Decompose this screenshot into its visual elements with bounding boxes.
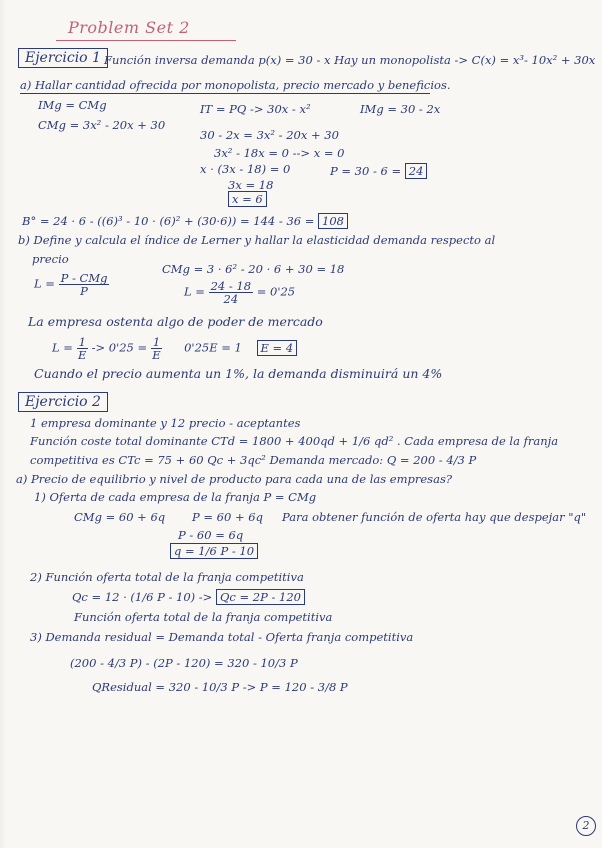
ej2-a1-q: q = 1/6 P - 10 bbox=[170, 544, 258, 558]
ej2-l1: 1 empresa dominante y 12 precio - aceptantes bbox=[30, 416, 301, 430]
lerner-formula: L = $\frac{\text{P - CMg}}{P}$ bbox=[34, 271, 108, 298]
ej2-a1-eq: P - 60 = 6q bbox=[178, 528, 244, 542]
line-img: IMg = 30 - 2x bbox=[360, 102, 441, 116]
ej1-part-a: a) Hallar cantidad ofrecida por monopolista, precio mercado y beneficios. bbox=[20, 78, 451, 92]
line-cmg: CMg = 3x² - 20x + 30 bbox=[38, 118, 166, 132]
title-underline bbox=[56, 40, 236, 41]
ej2-l2: Función coste total dominante CTd = 1800 + 400qd + 1/6 qd² . Cada empresa de la franja bbox=[30, 434, 559, 448]
page-number: 2 bbox=[576, 816, 596, 836]
page-title: Problem Set 2 bbox=[68, 18, 190, 37]
ej2-a1: 1) Oferta de cada empresa de la franja P = CMg bbox=[34, 490, 317, 504]
ej2-l3: competitiva es CTc = 75 + 60 Qc + 3qc² Demanda mercado: Q = 200 - 4/3 P bbox=[30, 453, 477, 467]
ej2-a2-note: Función oferta total de la franja competitiva bbox=[74, 610, 333, 624]
ej2-a1-p: P = 60 + 6q bbox=[192, 510, 263, 524]
ej2-a3: 3) Demanda residual = Demanda total - Oferta franja competitiva bbox=[30, 630, 414, 644]
line-eq1: 30 - 2x = 3x² - 20x + 30 bbox=[200, 128, 339, 142]
line-eq3: x · (3x - 18) = 0 bbox=[200, 162, 291, 176]
line-eq2: 3x² - 18x = 0 --> x = 0 bbox=[214, 146, 345, 160]
ej2-a3-res: QResidual = 320 - 10/3 P -> P = 120 - 3/8 P bbox=[92, 680, 348, 694]
lerner-elasticity: L = $\frac{1}{E}$ -> 0'25 = $\frac{1}{E}$ 0'25E = 1 E = 4 bbox=[52, 336, 297, 361]
ejercicio-2-heading: Ejercicio 2 bbox=[18, 392, 108, 412]
elasticity-note: Cuando el precio aumenta un 1%, la demanda disminuirá un 4% bbox=[34, 366, 443, 381]
line-eq4: 3x = 18 bbox=[228, 178, 274, 192]
ej1-statement: Función inversa demanda p(x) = 30 - x Hay un monopolista -> C(x) = x³- 10x² + 30x bbox=[104, 53, 596, 67]
line-img-cmg: IMg = CMg bbox=[38, 98, 107, 112]
ejercicio-1-heading: Ejercicio 1 bbox=[18, 48, 108, 68]
line-pi: IT = PQ -> 30x - x² bbox=[200, 102, 311, 116]
cmg-value: CMg = 3 · 6² - 20 · 6 + 30 = 18 bbox=[162, 262, 345, 276]
ej2-a1-cmg: CMg = 60 + 6q bbox=[74, 510, 166, 524]
ej1-part-b-cont: precio bbox=[32, 252, 69, 266]
lerner-value: L = $\frac{24 - 18}{24}$ = 0'25 bbox=[184, 279, 296, 306]
market-power-note: La empresa ostenta algo de poder de mercado bbox=[28, 314, 323, 329]
ej1-part-b: b) Define y calcula el índice de Lerner y hallar la elasticidad demanda respecto al bbox=[18, 233, 496, 247]
line-price: P = 30 - 6 = 24 bbox=[330, 164, 427, 178]
line-profit: B° = 24 · 6 - ((6)³ - 10 · (6)² + (30·6)) = 144 - 36 = 108 bbox=[22, 214, 348, 228]
ej2-a1-note: Para obtener función de oferta hay que despejar "q" bbox=[282, 510, 587, 524]
part-a-underline bbox=[20, 93, 430, 94]
ej2-a2-eq: Qc = 12 · (1/6 P - 10) -> Qc = 2P - 120 bbox=[72, 590, 305, 604]
line-eq5: x = 6 bbox=[228, 192, 267, 206]
ej2-part-a: a) Precio de equilibrio y nivel de producto para cada una de las empresas? bbox=[16, 472, 453, 486]
ej2-a2: 2) Función oferta total de la franja competitiva bbox=[30, 570, 304, 584]
ej2-a3-eq: (200 - 4/3 P) - (2P - 120) = 320 - 10/3 P bbox=[70, 656, 298, 670]
